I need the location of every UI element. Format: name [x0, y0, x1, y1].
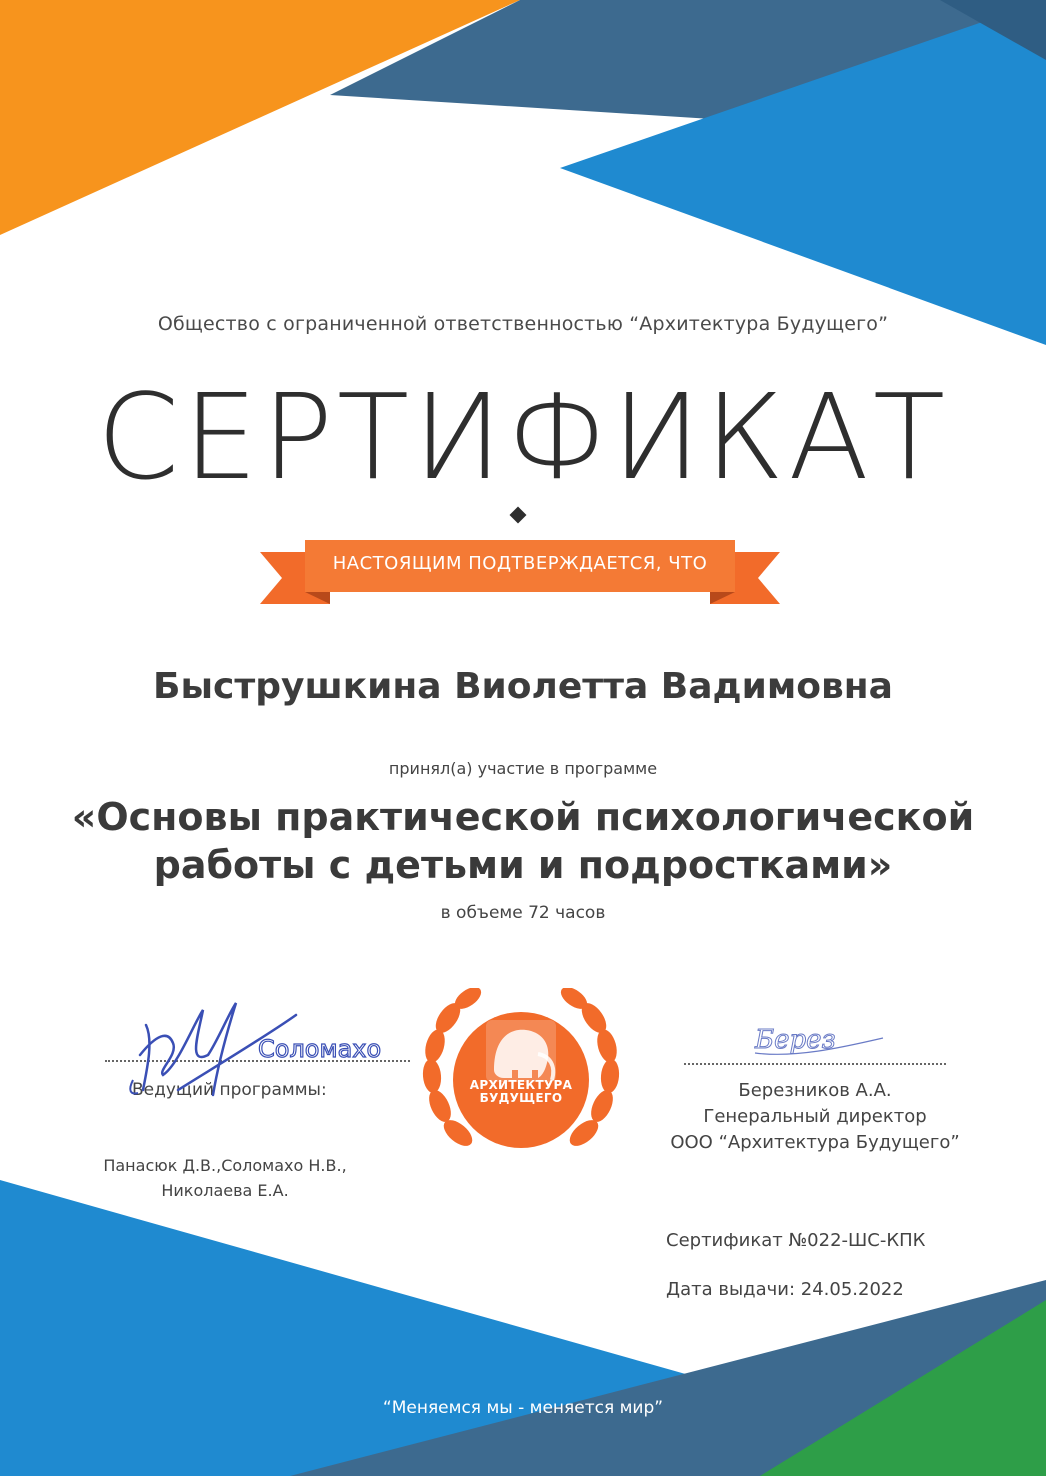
director-name: Березников А.А.	[738, 1080, 892, 1101]
left-signature	[118, 995, 418, 1105]
program-leaders-line-2: Николаева Е.А.	[161, 1181, 289, 1200]
bg-orange-triangle	[0, 0, 520, 235]
program-title-line-2: работы с детьми и подростками»	[153, 843, 893, 887]
participation-text: принял(а) участие в программе	[388, 759, 658, 778]
motto: “Меняемся мы - меняется мир”	[382, 1398, 664, 1418]
program-title-line-1: «Основы практической психологической	[71, 795, 975, 839]
left-signature-handwriting: Соломахо	[258, 1035, 382, 1063]
logo-text	[458, 1079, 584, 1105]
certificate-title: СЕРТИФИКАТ	[96, 368, 950, 506]
logo-text-line-1: АРХИТЕКТУРА	[469, 1078, 573, 1092]
director-position: Генеральный директор	[703, 1106, 927, 1127]
director-block	[660, 1078, 970, 1156]
director-company: ООО “Архитектура Будущего”	[670, 1132, 960, 1153]
program-title	[0, 793, 1046, 889]
issue-date: Дата выдачи: 24.05.2022	[666, 1279, 904, 1300]
ribbon-text: НАСТОЯЩИМ ПОДТВЕРЖДАЕТСЯ, ЧТО	[332, 553, 708, 574]
left-signature-label: Ведущий программы:	[132, 1080, 327, 1100]
right-signature-handwriting: Берез	[755, 1025, 836, 1055]
organization-name: Общество с ограниченной ответственностью “Архитектура Будущего”	[157, 313, 889, 335]
logo-text-line-2: БУДУЩЕГО	[479, 1091, 563, 1105]
certificate-number: Сертификат №022-ШС-КПК	[666, 1230, 926, 1251]
right-signature	[745, 1008, 895, 1078]
recipient-name: Быструшкина Виолетта Вадимовна	[153, 666, 893, 707]
program-leaders	[60, 1153, 390, 1203]
program-leaders-line-1: Панасюк Д.В.,Соломахо Н.В.,	[103, 1156, 347, 1175]
program-volume: в объеме 72 часов	[440, 903, 606, 923]
